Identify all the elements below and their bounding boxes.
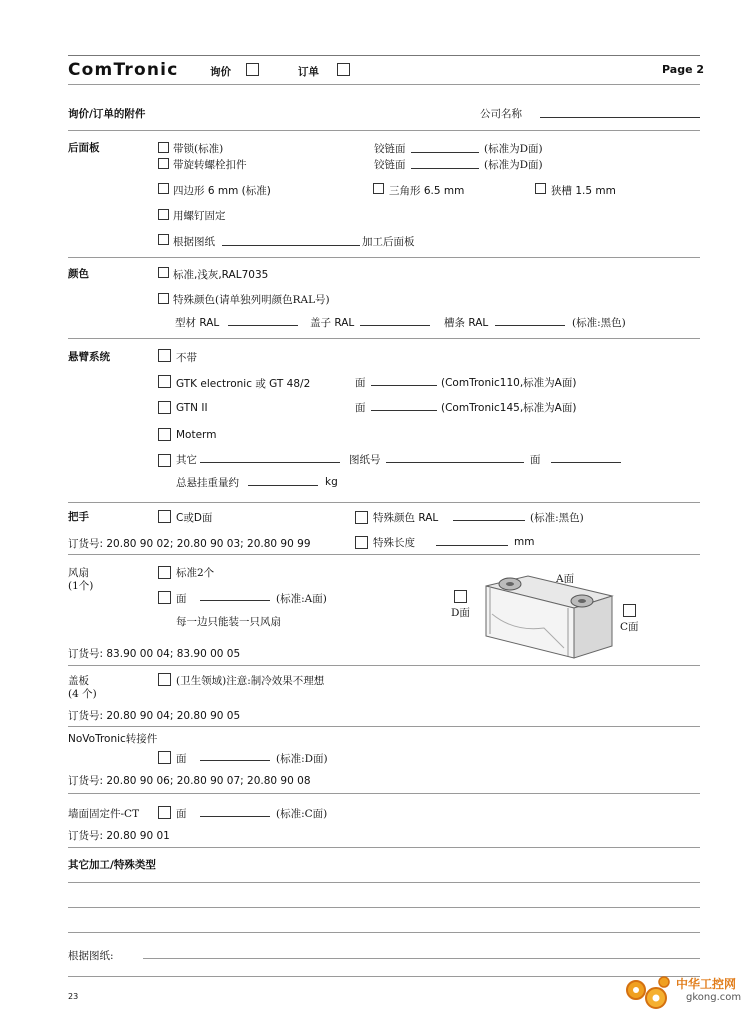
novotronic-order-no: 订货号: 20.80 90 06; 20.80 90 07; 20.80 90 08	[68, 775, 311, 787]
slot-label: 狭槽 1.5 mm	[551, 185, 616, 197]
triangle-checkbox[interactable]	[373, 183, 384, 194]
top-rule	[68, 55, 700, 56]
square-checkbox[interactable]	[158, 183, 169, 194]
fan-standard-checkbox[interactable]	[158, 566, 171, 579]
screw-latch-label: 带旋转螺栓扣件	[173, 159, 247, 171]
face-d-checkbox[interactable]	[454, 590, 467, 603]
hinge1-field[interactable]	[411, 152, 479, 153]
hinge2-field[interactable]	[411, 168, 479, 169]
handle-special-color-note: (标准:黑色)	[530, 512, 584, 524]
section-rule	[68, 847, 700, 848]
load-unit: kg	[325, 476, 338, 488]
fan-order-no: 订货号: 83.90 00 04; 83.90 00 05	[68, 648, 241, 660]
enclosure-fan-diagram	[484, 574, 618, 662]
face-c-label: C面	[620, 621, 639, 633]
slot-checkbox[interactable]	[535, 183, 546, 194]
attachment-title: 询价/订单的附件	[68, 108, 146, 120]
rear-panel-title: 后面板	[68, 142, 100, 154]
company-label: 公司名称	[480, 108, 522, 120]
drawing-checkbox[interactable]	[158, 234, 169, 245]
strip-ral-label: 槽条 RAL	[444, 317, 489, 329]
screw-fix-checkbox[interactable]	[158, 209, 169, 220]
lock-checkbox[interactable]	[158, 142, 169, 153]
handle-cd-label: C或D面	[176, 512, 213, 524]
company-field[interactable]	[540, 117, 700, 118]
special-color-label: 特殊颜色(请单独列明颜色RAL号)	[173, 294, 330, 306]
handle-special-color-label: 特殊颜色 RAL	[373, 512, 439, 524]
length-unit: mm	[514, 536, 535, 548]
order-checkbox[interactable]	[337, 63, 350, 76]
header-rule	[68, 84, 700, 85]
special-length-field[interactable]	[436, 545, 508, 546]
order-label: 订单	[298, 66, 319, 78]
wall-face-checkbox[interactable]	[158, 806, 171, 819]
fan-face-field[interactable]	[200, 600, 270, 601]
handle-special-color-field[interactable]	[453, 520, 525, 521]
wall-face-note: (标准:C面)	[276, 808, 328, 820]
moterm-checkbox[interactable]	[158, 428, 171, 441]
special-length-checkbox[interactable]	[355, 536, 368, 549]
standard-color-label: 标准,浅灰,RAL7035	[173, 269, 269, 281]
fan-note: 每一边只能装一只风扇	[176, 616, 281, 628]
hinge2-note: (标准为D面)	[484, 159, 543, 171]
no-cantilever-label: 不带	[176, 352, 197, 364]
wall-title: 墙面固定件-CT	[68, 808, 140, 820]
bottom-rule	[68, 976, 700, 977]
page-indicator: Page 2	[662, 63, 705, 76]
inquiry-label: 询价	[210, 66, 231, 78]
other-cantilever-label: 其它	[176, 454, 197, 466]
triangle-label: 三角形 6.5 mm	[389, 185, 465, 197]
special-length-label: 特殊长度	[373, 537, 415, 549]
handle-special-color-checkbox[interactable]	[355, 511, 368, 524]
section-rule	[68, 793, 700, 794]
gtk-face-label: 面	[355, 377, 366, 389]
gear-logo-icon	[620, 972, 680, 1012]
write-line[interactable]	[68, 882, 700, 883]
wall-face-label: 面	[176, 808, 187, 820]
novotronic-face-note: (标准:D面)	[276, 753, 328, 765]
section-rule	[68, 338, 700, 339]
gtk-face-field[interactable]	[371, 385, 437, 386]
fan-count: (1个)	[68, 580, 94, 592]
lock-label: 带锁(标准)	[173, 143, 224, 155]
fan-face-label: 面	[176, 593, 187, 605]
drawing-basis-label: 根据图纸:	[68, 950, 114, 962]
profile-ral-label: 型材 RAL	[175, 317, 220, 329]
write-line[interactable]	[68, 932, 700, 933]
no-cantilever-checkbox[interactable]	[158, 349, 171, 362]
section-rule	[68, 665, 700, 666]
face-d-label: D面	[451, 607, 470, 619]
screw-latch-checkbox[interactable]	[158, 158, 169, 169]
other-processing-title: 其它加工/特殊类型	[68, 859, 156, 871]
drawing-field[interactable]	[222, 245, 360, 246]
novotronic-face-label: 面	[176, 753, 187, 765]
gtk-checkbox[interactable]	[158, 375, 171, 388]
other-cantilever-checkbox[interactable]	[158, 454, 171, 467]
gtn-label: GTN II	[176, 402, 208, 414]
other-face-field[interactable]	[551, 462, 621, 463]
fan-face-note: (标准:A面)	[276, 593, 327, 605]
cantilever-title: 悬臂系统	[68, 351, 110, 363]
cover-plate-title: 盖板	[68, 675, 89, 687]
other-face-label: 面	[530, 454, 541, 466]
section-rule	[68, 502, 700, 503]
handle-order-no: 订货号: 20.80 90 02; 20.80 90 03; 20.80 90 99	[68, 538, 311, 550]
section-rule	[68, 554, 700, 555]
hygiene-label: (卫生领域)注意:制冷效果不理想	[176, 675, 325, 687]
other-cantilever-field[interactable]	[200, 462, 340, 463]
drawing-basis-field[interactable]	[143, 958, 700, 959]
wall-order-no: 订货号: 20.80 90 01	[68, 830, 170, 842]
drawing-no-label: 图纸号	[349, 454, 381, 466]
cover-plate-count: (4 个)	[68, 688, 97, 700]
screw-fix-label: 用螺钉固定	[173, 210, 226, 222]
gtn-note: (ComTronic145,标准为A面)	[441, 402, 577, 414]
novotronic-face-field[interactable]	[200, 760, 270, 761]
page-number: 23	[68, 992, 79, 1001]
strip-ral-field[interactable]	[495, 325, 565, 326]
gtn-face-label: 面	[355, 402, 366, 414]
section-rule	[68, 726, 700, 727]
gtn-checkbox[interactable]	[158, 401, 171, 414]
write-line[interactable]	[68, 907, 700, 908]
square-label: 四边形 6 mm (标准)	[173, 185, 271, 197]
brand-title: ComTronic	[68, 60, 179, 80]
hygiene-checkbox[interactable]	[158, 673, 171, 686]
handle-title: 把手	[68, 511, 89, 523]
section-rule	[68, 130, 700, 131]
hinge1-label: 铰链面	[374, 143, 406, 155]
watermark-url: gkong.com	[686, 992, 742, 1003]
wall-face-field[interactable]	[200, 816, 270, 817]
fan-title: 风扇	[68, 567, 89, 579]
section-rule	[68, 257, 700, 258]
special-color-checkbox[interactable]	[158, 293, 169, 304]
load-field[interactable]	[248, 485, 318, 486]
profile-ral-field[interactable]	[228, 325, 298, 326]
hinge2-label: 铰链面	[374, 159, 406, 171]
gtk-note: (ComTronic110,标准为A面)	[441, 377, 577, 389]
watermark-cn: 中华工控网	[676, 977, 737, 991]
fan-face-checkbox[interactable]	[158, 591, 171, 604]
inquiry-checkbox[interactable]	[246, 63, 259, 76]
face-c-checkbox[interactable]	[623, 604, 636, 617]
handle-cd-checkbox[interactable]	[158, 510, 171, 523]
moterm-label: Moterm	[176, 429, 217, 441]
drawing-label: 根据图纸	[173, 236, 215, 248]
color-title: 颜色	[68, 268, 89, 280]
gtn-face-field[interactable]	[371, 410, 437, 411]
strip-note: (标准:黑色)	[572, 317, 626, 329]
novotronic-title: NoVoTronic转接件	[68, 733, 158, 745]
drawing-no-field[interactable]	[386, 462, 524, 463]
cover-plate-order-no: 订货号: 20.80 90 04; 20.80 90 05	[68, 710, 241, 722]
fan-standard-label: 标准2个	[176, 567, 215, 579]
cover-ral-field[interactable]	[360, 325, 430, 326]
standard-color-checkbox[interactable]	[158, 267, 169, 278]
face-a-label: A面	[556, 573, 575, 585]
gtk-label: GTK electronic 或 GT 48/2	[176, 378, 311, 390]
drawing-suffix: 加工后面板	[362, 236, 415, 248]
hinge1-note: (标准为D面)	[484, 143, 543, 155]
load-label: 总悬挂重量约	[176, 477, 239, 489]
novotronic-face-checkbox[interactable]	[158, 751, 171, 764]
cover-ral-label: 盖子 RAL	[310, 317, 355, 329]
